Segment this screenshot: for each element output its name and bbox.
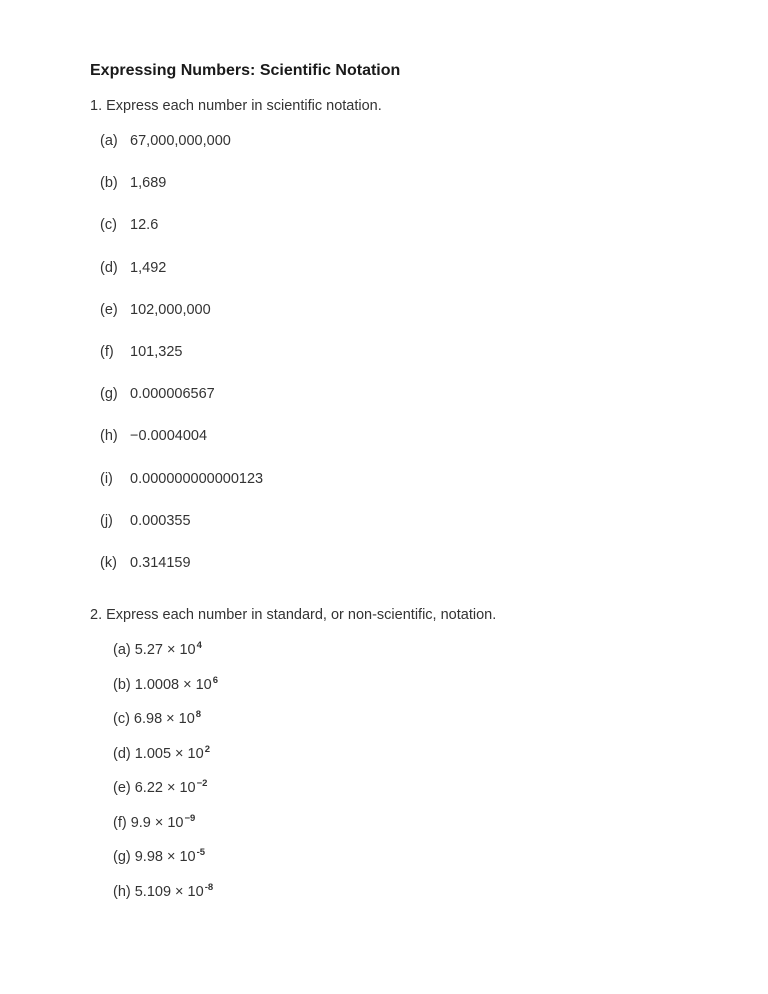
item-value: 0.000355 [130, 512, 191, 529]
item-label: (b) [113, 676, 131, 693]
item-exponent: 8 [195, 709, 202, 720]
item-base: 5.27 × 10 [134, 642, 196, 658]
question-2-item [113, 881, 218, 919]
item-value: 101,325 [130, 343, 183, 360]
item-label: (f) [113, 814, 127, 831]
item-base: 6.22 × 10 [134, 780, 196, 796]
question-2-item [113, 780, 218, 815]
item-base: 1.005 × 10 [134, 745, 204, 762]
item-base: 9.9 × 10 [130, 814, 184, 831]
item-base: 6.98 × 10 [133, 711, 195, 727]
item-label: (c) [113, 711, 130, 727]
item-label: (b) [100, 175, 118, 192]
question-1-item [100, 344, 263, 386]
item-base: 5.109 × 10 [134, 883, 204, 900]
question-1-prompt: 1. Express each number in scientific notation. [90, 98, 382, 114]
question-1-list [100, 133, 263, 597]
question-2-item [113, 642, 218, 677]
item-exponent: −9 [184, 812, 196, 824]
item-label: (j) [100, 512, 113, 529]
item-value: 67,000,000,000 [130, 133, 231, 149]
item-label: (f) [100, 343, 114, 360]
item-label: (g) [100, 386, 118, 403]
item-label: (d) [100, 259, 118, 276]
item-label: (h) [113, 883, 131, 900]
item-label: (i) [100, 470, 113, 487]
question-2-list [113, 642, 218, 918]
item-value: 12.6 [130, 217, 159, 234]
item-exponent: 6 [212, 674, 219, 686]
question-1-item [100, 133, 263, 175]
question-1-item [100, 513, 263, 555]
question-2-item [113, 674, 219, 712]
item-label: (a) [113, 642, 131, 658]
question-2-item [113, 743, 218, 781]
question-1-item [100, 428, 263, 470]
question-2-item [113, 711, 218, 746]
item-value: 1,492 [130, 259, 167, 276]
item-label: (h) [100, 428, 118, 445]
question-1-item [100, 260, 263, 302]
item-base: 1.0008 × 10 [134, 676, 212, 693]
item-label: (e) [113, 780, 131, 796]
item-exponent: −2 [196, 778, 208, 789]
question-1-item [100, 386, 263, 428]
item-label: (a) [100, 133, 118, 149]
item-exponent: -8 [204, 881, 214, 893]
item-label: (g) [113, 849, 131, 865]
item-value: 0.314159 [130, 554, 191, 571]
question-2-item [113, 812, 218, 850]
item-label: (e) [100, 301, 118, 318]
item-label: (k) [100, 554, 117, 571]
item-base: 9.98 × 10 [134, 849, 196, 865]
item-exponent: 2 [204, 743, 210, 755]
item-value: −0.0004004 [130, 428, 208, 445]
question-1-item [100, 471, 263, 513]
question-1-item [100, 175, 263, 217]
worksheet-title: Expressing Numbers: Scientific Notation [90, 62, 401, 79]
item-exponent: 4 [196, 640, 202, 651]
question-1-item [100, 302, 263, 344]
item-value: 0.000000000000123 [130, 470, 264, 487]
item-value: 1,689 [130, 175, 167, 192]
question-1-item [100, 217, 263, 259]
question-2-prompt: 2. Express each number in standard, or non-scientific, notation. [90, 607, 497, 623]
question-2-item [113, 849, 218, 884]
item-value: 0.000006567 [130, 386, 215, 403]
item-value: 102,000,000 [130, 301, 211, 318]
item-label: (d) [113, 745, 131, 762]
item-exponent: -5 [196, 847, 206, 858]
question-1-item [100, 555, 263, 597]
item-label: (c) [100, 217, 117, 234]
